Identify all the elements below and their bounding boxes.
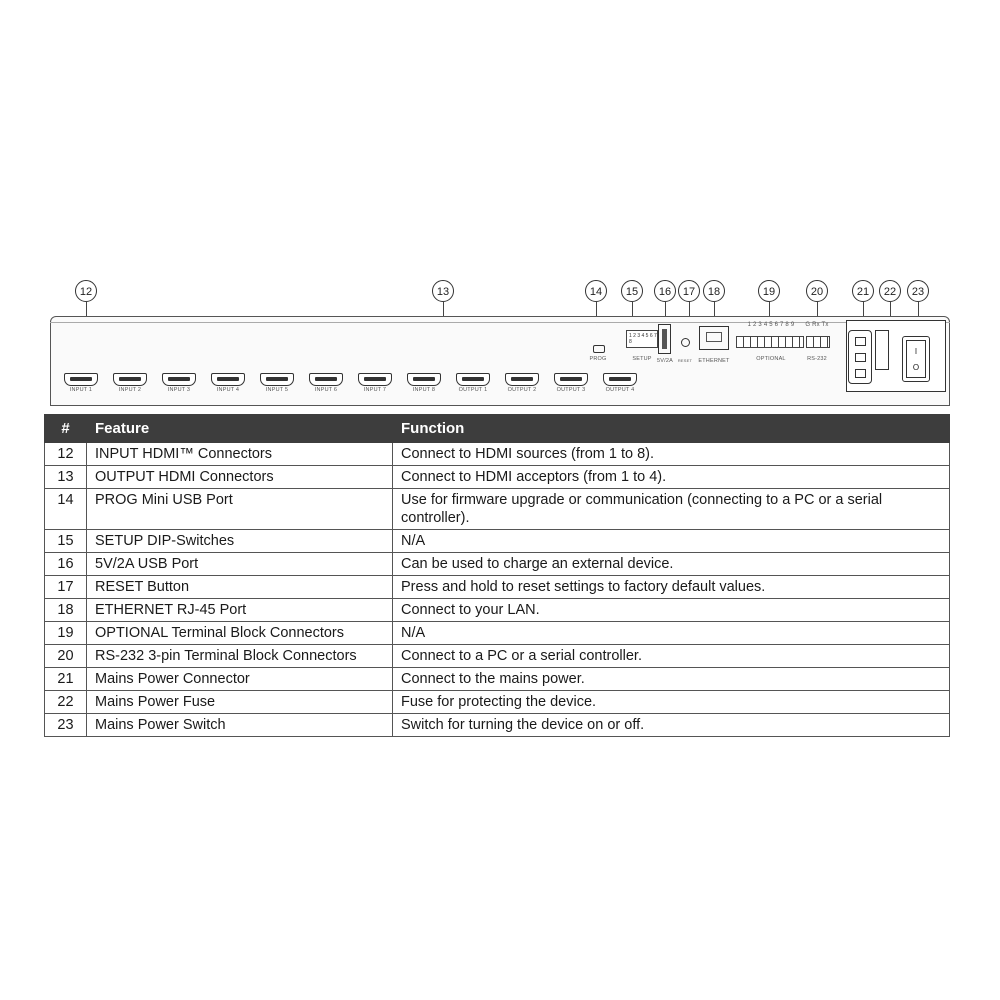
row-function: Connect to the mains power. bbox=[393, 668, 950, 691]
callout-15: 15 bbox=[621, 280, 643, 302]
row-feature: 5V/2A USB Port bbox=[87, 553, 393, 576]
row-feature: PROG Mini USB Port bbox=[87, 489, 393, 530]
row-function: Switch for turning the device on or off. bbox=[393, 714, 950, 737]
input-6-label: INPUT 6 bbox=[314, 387, 338, 393]
rear-panel-diagram bbox=[44, 278, 950, 406]
hdmi-output-3-port bbox=[554, 373, 588, 386]
row-feature: RESET Button bbox=[87, 576, 393, 599]
hdmi-input-4-port bbox=[211, 373, 245, 386]
row-feature: OPTIONAL Terminal Block Connectors bbox=[87, 622, 393, 645]
table-row bbox=[45, 443, 950, 466]
row-function: Connect to a PC or a serial controller. bbox=[393, 645, 950, 668]
row-function: Use for firmware upgrade or communication (connecting to a PC or a serial controller). bbox=[393, 489, 950, 530]
optional-label: OPTIONAL bbox=[756, 356, 786, 362]
row-number: 19 bbox=[45, 622, 87, 645]
row-number: 23 bbox=[45, 714, 87, 737]
reset-label: RESET bbox=[677, 358, 693, 363]
output-2-label: OUTPUT 2 bbox=[507, 387, 537, 393]
callout-22: 22 bbox=[879, 280, 901, 302]
mains-power-switch bbox=[902, 336, 930, 382]
input-5-label: INPUT 5 bbox=[265, 387, 289, 393]
callout-19: 19 bbox=[758, 280, 780, 302]
input-3-label: INPUT 3 bbox=[167, 387, 191, 393]
row-function: Can be used to charge an external device. bbox=[393, 553, 950, 576]
row-function: Press and hold to reset settings to factory default values. bbox=[393, 576, 950, 599]
ethernet-rj45-port bbox=[699, 326, 729, 350]
input-2-label: INPUT 2 bbox=[118, 387, 142, 393]
row-function: Connect to HDMI acceptors (from 1 to 4). bbox=[393, 466, 950, 489]
row-number: 15 bbox=[45, 530, 87, 553]
row-feature: INPUT HDMI™ Connectors bbox=[87, 443, 393, 466]
dip-numbers: 1 2 3 4 5 6 7 8 bbox=[629, 333, 657, 345]
input-1-label: INPUT 1 bbox=[69, 387, 93, 393]
callout-13: 13 bbox=[432, 280, 454, 302]
switch-on-mark: I bbox=[914, 347, 918, 356]
hdmi-output-4-port bbox=[603, 373, 637, 386]
table-row bbox=[45, 691, 950, 714]
table-row bbox=[45, 553, 950, 576]
row-function: Connect to HDMI sources (from 1 to 8). bbox=[393, 443, 950, 466]
row-number: 16 bbox=[45, 553, 87, 576]
header-number: # bbox=[45, 415, 87, 443]
optional-pin-numbers: 1 2 3 4 5 6 7 8 9 bbox=[747, 322, 795, 328]
callout-18: 18 bbox=[703, 280, 725, 302]
callout-14: 14 bbox=[585, 280, 607, 302]
input-7-label: INPUT 7 bbox=[363, 387, 387, 393]
callout-21: 21 bbox=[852, 280, 874, 302]
row-function: Connect to your LAN. bbox=[393, 599, 950, 622]
hdmi-input-7-port bbox=[358, 373, 392, 386]
input-4-label: INPUT 4 bbox=[216, 387, 240, 393]
row-number: 17 bbox=[45, 576, 87, 599]
table-row bbox=[45, 576, 950, 599]
mains-power-connector bbox=[848, 330, 872, 384]
hdmi-input-3-port bbox=[162, 373, 196, 386]
hdmi-input-6-port bbox=[309, 373, 343, 386]
table-row bbox=[45, 645, 950, 668]
table-row bbox=[45, 622, 950, 645]
callout-20: 20 bbox=[806, 280, 828, 302]
callout-16: 16 bbox=[654, 280, 676, 302]
rs232-label: RS-232 bbox=[807, 356, 827, 362]
row-feature: Mains Power Fuse bbox=[87, 691, 393, 714]
row-number: 14 bbox=[45, 489, 87, 530]
header-function: Function bbox=[393, 415, 950, 443]
table-row bbox=[45, 466, 950, 489]
row-feature: Mains Power Connector bbox=[87, 668, 393, 691]
row-feature: RS-232 3-pin Terminal Block Connectors bbox=[87, 645, 393, 668]
hdmi-input-8-port bbox=[407, 373, 441, 386]
optional-terminal-block bbox=[736, 336, 804, 348]
row-number: 22 bbox=[45, 691, 87, 714]
row-function: N/A bbox=[393, 622, 950, 645]
prog-mini-usb-port bbox=[593, 345, 605, 353]
row-number: 18 bbox=[45, 599, 87, 622]
rs232-terminal-block bbox=[806, 336, 830, 348]
row-feature: Mains Power Switch bbox=[87, 714, 393, 737]
output-4-label: OUTPUT 4 bbox=[605, 387, 635, 393]
table-row bbox=[45, 668, 950, 691]
callout-12: 12 bbox=[75, 280, 97, 302]
row-number: 21 bbox=[45, 668, 87, 691]
row-feature: ETHERNET RJ-45 Port bbox=[87, 599, 393, 622]
usb-5v-label: 5V/2A bbox=[657, 358, 673, 364]
row-number: 13 bbox=[45, 466, 87, 489]
callout-17: 17 bbox=[678, 280, 700, 302]
header-feature: Feature bbox=[87, 415, 393, 443]
rs232-pin-labels: G Rx Tx bbox=[805, 322, 829, 328]
ethernet-label: ETHERNET bbox=[698, 358, 730, 364]
output-3-label: OUTPUT 3 bbox=[556, 387, 586, 393]
row-feature: OUTPUT HDMI Connectors bbox=[87, 466, 393, 489]
hdmi-output-2-port bbox=[505, 373, 539, 386]
row-feature: SETUP DIP-Switches bbox=[87, 530, 393, 553]
table-row bbox=[45, 714, 950, 737]
hdmi-input-5-port bbox=[260, 373, 294, 386]
reset-button bbox=[681, 338, 690, 347]
row-number: 12 bbox=[45, 443, 87, 466]
table-row bbox=[45, 530, 950, 553]
hdmi-input-2-port bbox=[113, 373, 147, 386]
input-8-label: INPUT 8 bbox=[412, 387, 436, 393]
setup-dip-switches bbox=[626, 330, 658, 348]
table-header-row bbox=[45, 415, 950, 443]
row-function: Fuse for protecting the device. bbox=[393, 691, 950, 714]
output-1-label: OUTPUT 1 bbox=[458, 387, 488, 393]
row-number: 20 bbox=[45, 645, 87, 668]
usb-5v-port bbox=[658, 324, 671, 354]
hdmi-output-1-port bbox=[456, 373, 490, 386]
setup-label: SETUP bbox=[632, 356, 652, 362]
table-row bbox=[45, 599, 950, 622]
mains-power-fuse bbox=[875, 330, 889, 370]
callout-23: 23 bbox=[907, 280, 929, 302]
hdmi-input-1-port bbox=[64, 373, 98, 386]
row-function: N/A bbox=[393, 530, 950, 553]
table-row bbox=[45, 489, 950, 530]
switch-off-mark: O bbox=[912, 363, 920, 372]
feature-table bbox=[44, 414, 950, 737]
prog-label: PROG bbox=[589, 356, 607, 362]
